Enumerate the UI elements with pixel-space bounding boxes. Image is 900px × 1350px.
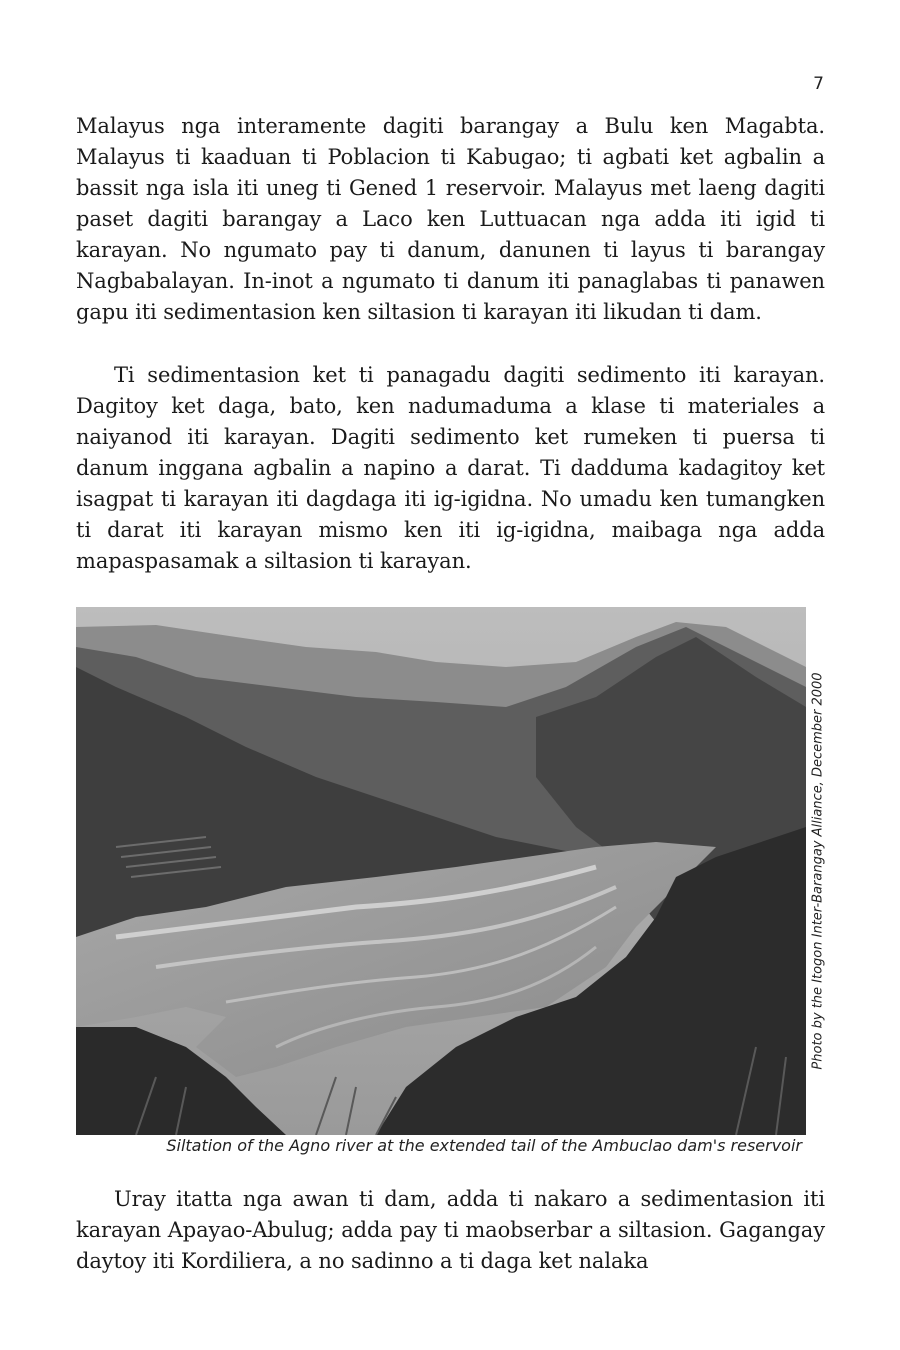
photo-credit: Photo by the Itogon Inter-Barangay Alliance, December 2000 (810, 672, 826, 1070)
body-paragraph-2: Ti sedimentasion ket ti panagadu dagiti sedimento iti karayan. Dagitoy ket daga, bato, ken nadumaduma a klase ti materiales a naiyanod iti karayan. Dagiti sedimento ket rumeken ti puersa ti danum inggana agbalin a napino a darat. Ti dadduma kadagitoy ket isagpat ti karayan iti dagdaga iti ig-igidna. No umadu ken tumangken ti darat iti karayan mismo ken iti ig-igidna, maibaga nga adda mapaspasamak a siltasion ti karayan. (76, 363, 825, 573)
river-photo (76, 607, 806, 1135)
body-paragraph-1: Malayus nga interamente dagiti barangay a Bulu ken Magabta. Malayus ti kaaduan ti Poblacion ti Kabugao; ti agbati ket agbalin a bassit nga isla iti uneg ti Gened 1 reservoir. Malayus met laeng dagiti paset dagiti barangay a Laco ken Luttuacan nga adda iti igid ti karayan. No ngumato pay ti danum, danunen ti layus ti barangay Nagbabalayan. In-inot a ngumato ti danum iti panaglabas ti panawen gapu iti sedimentasion ken siltasion ti karayan iti likudan ti dam. (76, 114, 825, 324)
page-number: 7 (813, 74, 824, 94)
body-paragraph-3: Uray itatta nga awan ti dam, adda ti nakaro a sedimentasion iti karayan Apayao-Abulug; adda pay ti maobserbar a siltasion. Gagangay daytoy iti Kordiliera, a no sadinno a ti daga ket nalaka (76, 1187, 825, 1273)
figure-caption: Siltation of the Agno river at the extended tail of the Ambuclao dam's reservoir (166, 1136, 802, 1155)
